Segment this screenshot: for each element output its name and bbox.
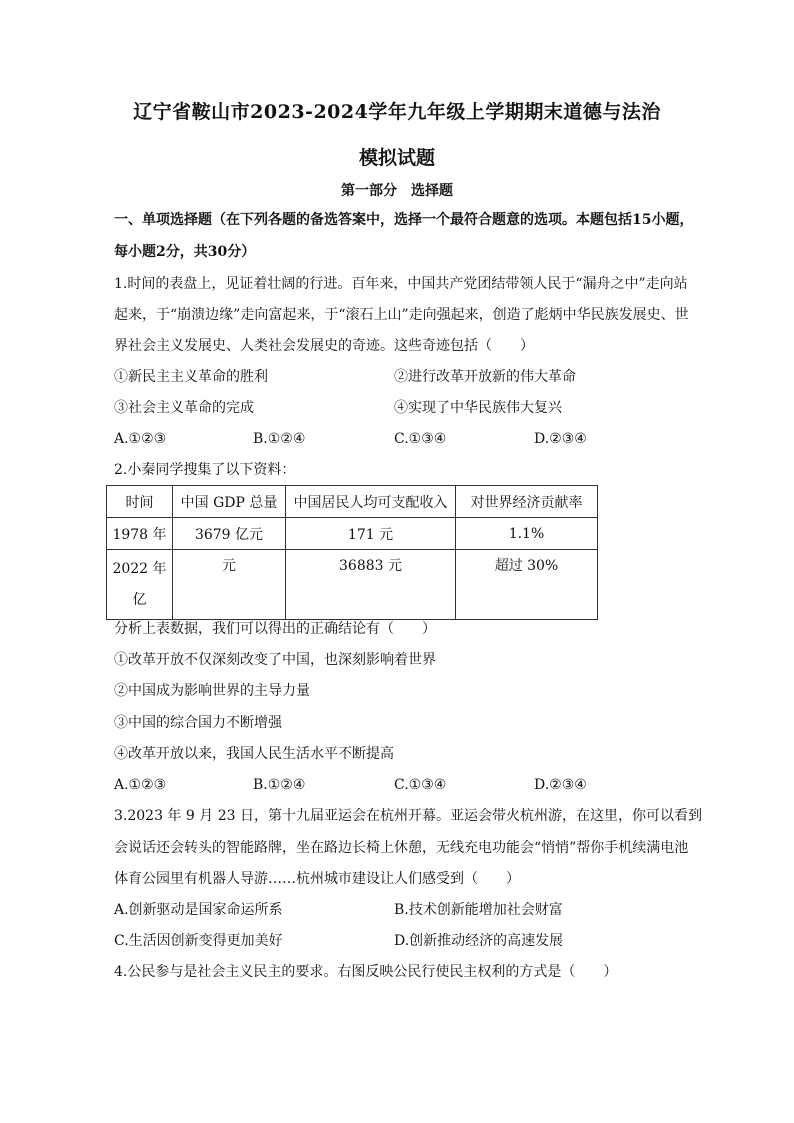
table-cell: 36883 元 [286,550,456,620]
table-cell: 超过 30% [456,550,598,620]
table-cell: 元 [173,550,286,620]
table-cell: 1.1% [456,518,598,550]
q1-item-3: ③社会主义革命的完成 [114,400,254,416]
table-cell [107,550,173,620]
table-header-row [107,486,598,518]
q3-option-c: C.生活因创新变得更加美好 [114,933,283,949]
q2-item-2: ②中国成为影响世界的主导力量 [114,683,310,699]
q3-stem-line3: 体育公园里有机器人导游……杭州城市建设让人们感受到（ ） [114,871,520,887]
table-row [107,550,598,620]
q1-option-a: A.①②③ [114,431,167,447]
section-heading-line1: 一、单项选择题（在下列各题的备选答案中，选择一个最符合题意的选项。本题包括15小题， [114,212,694,228]
q3-stem-line2: 会说话还会转头的智能路牌，坐在路边长椅上休憩，无线充电功能会“悄悄”帮你手机续满电池 [114,840,689,856]
table-header-cell: 中国 GDP 总量 [173,486,286,518]
q1-option-c: C.①③④ [394,431,447,447]
part-title: 第一部分 选择题 [341,183,453,199]
table-cell: 171 元 [286,518,456,550]
q2-option-b: B.①②④ [253,777,306,793]
q1-item-2: ②进行改革开放新的伟大革命 [394,369,576,385]
table-cell: 3679 亿元 [173,518,286,550]
q2-item-3: ③中国的综合国力不断增强 [114,715,282,731]
q1-stem-line1: 1.时间的表盘上，见证着壮阔的行进。百年来，中国共产党团结带领人民于“漏舟之中”走向站 [114,276,688,292]
q1-stem-line3: 界社会主义发展史、人类社会发展史的奇迹。这些奇迹包括（ ） [114,338,534,354]
q2-after-table: 分析上表数据，我们可以得出的正确结论有（ ） [114,621,436,637]
q2-option-a: A.①②③ [114,777,167,793]
table-header-cell: 对世界经济贡献率 [456,486,598,518]
q1-item-4: ④实现了中华民族伟大复兴 [394,400,562,416]
table-header-cell: 时间 [107,486,173,518]
q3-stem-line1: 3.2023 年 9 月 23 日，第十九届亚运会在杭州开幕。亚运会带火杭州游，在这里，你可以看到 [114,808,702,824]
q2-item-1: ①改革开放不仅深刻改变了中国，也深刻影响着世界 [114,652,436,668]
exam-subtitle: 模拟试题 [358,147,435,169]
q3-option-b: B.技术创新能增加社会财富 [394,902,563,918]
exam-title: 辽宁省鞍山市2023-2024学年九年级上学期期末道德与法治 [133,101,661,123]
q3-option-d: D.创新推动经济的高速发展 [394,933,564,949]
q2-item-4: ④改革开放以来，我国人民生活水平不断提高 [114,746,394,762]
q1-option-d: D.②③④ [534,431,587,447]
q3-option-a: A.创新驱动是国家命运所系 [114,902,283,918]
table-header-cell: 中国居民人均可支配收入 [286,486,456,518]
q1-item-1: ①新民主主义革命的胜利 [114,369,268,385]
q2-stem: 2.小秦同学搜集了以下资料： [114,462,296,478]
table-row [107,518,598,550]
section-heading-line2: 每小题2分，共30分） [114,244,256,260]
q2-option-c: C.①③④ [394,777,447,793]
q1-stem-line2: 起来，于“崩溃边缘”走向富起来，于“滚石上山”走向强起来，创造了彪炳中华民族发展史、世 [114,307,689,323]
q2-option-d: D.②③④ [534,777,587,793]
table-cell-year: 2022 年 [112,560,167,577]
q4-stem-line1: 4.公民参与是社会主义民主的要求。右图反映公民行使民主权利的方式是（ ） [114,964,618,980]
table-cell-unit: 亿 [132,591,147,608]
data-table [106,485,598,620]
table-cell: 1978 年 [107,518,173,550]
q1-option-b: B.①②④ [253,431,306,447]
